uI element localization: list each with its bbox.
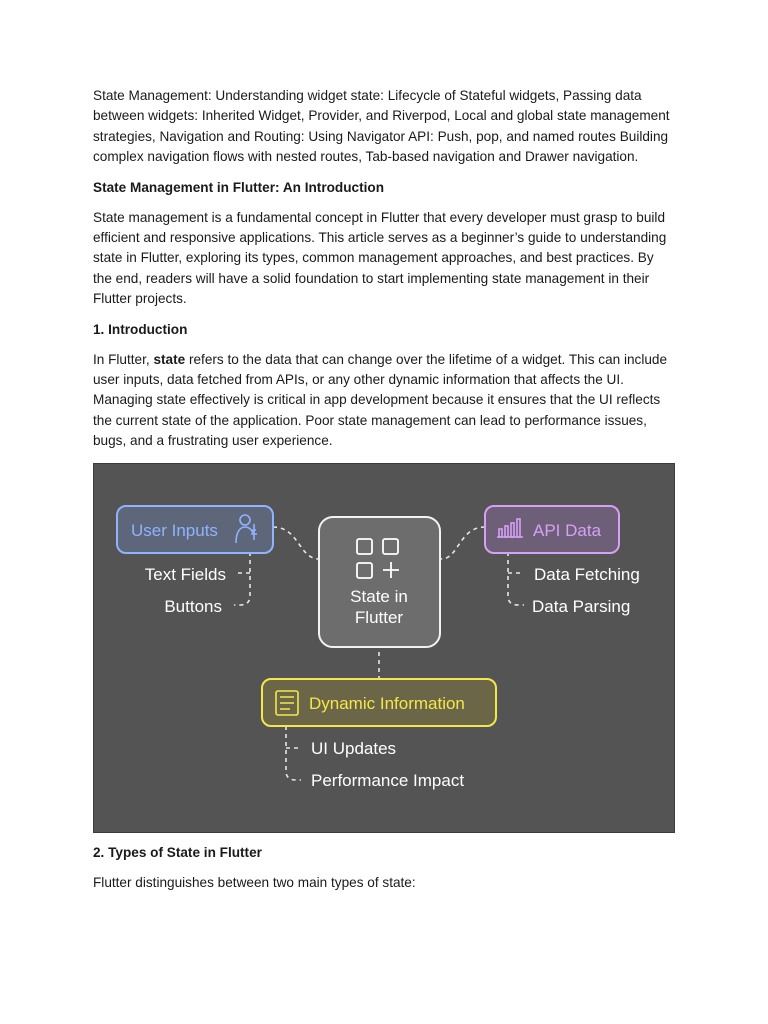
section1-text-before: In Flutter, <box>93 351 154 367</box>
intro-paragraph: State Management: Understanding widget state: Lifecycle of Stateful widgets, Passing data between widgets: Inherited Widget, Provider, and Riverpod, Local and global state management strategies, Navigation and Routing: Using Navigator API: Push, pop, and named routes Building complex navigation flows with nested routes, Tab-based navigation and Drawer navigation. <box>93 88 670 165</box>
document-page <box>93 86 675 893</box>
center-node <box>319 517 440 647</box>
section1-text-after: refers to the data that can change over the lifetime of a widget. This can include user inputs, data fetched from APIs, or any other dynamic information that affects the UI. Managing state effectively is critical in app development because it ensures that the UI reflects the current state of the application. Poor state management can lead to performance issues, bugs, and a frustrating user experience. <box>93 351 668 449</box>
article-intro-paragraph: State management is a fundamental concept in Flutter that every developer must grasp to build efficient and responsive applications. This article serves as a beginner’s guide to understanding state in Flutter, exploring its types, common management approaches, and best practices. By the end, readers will have a solid foundation to start implementing state management in their Flutter projects. <box>93 209 667 307</box>
connector-api-to-center <box>441 527 485 559</box>
user-inputs-item-buttons: Buttons <box>164 596 222 616</box>
connector-data-parsing <box>508 552 524 605</box>
user-inputs-label: User Inputs <box>131 520 218 540</box>
article-title: State Management in Flutter: An Introduction <box>93 179 385 195</box>
api-data-item-data-parsing: Data Parsing <box>532 596 631 616</box>
dynamic-information-label: Dynamic Information <box>309 693 465 713</box>
center-label-line1: State in <box>350 586 408 606</box>
user-inputs-item-text-fields: Text Fields <box>144 564 226 584</box>
state-diagram <box>93 463 675 833</box>
section1-heading: 1. Introduction <box>93 321 188 337</box>
dynamic-item-ui-updates: UI Updates <box>311 738 397 758</box>
state-diagram-svg <box>94 464 676 834</box>
dynamic-item-performance-impact: Performance Impact <box>311 770 465 790</box>
section1-paragraph <box>93 350 675 452</box>
section1-bold-word: state <box>153 351 186 367</box>
section2-paragraph: Flutter distinguishes between two main types of state: <box>93 874 416 890</box>
center-label-line2: Flutter <box>354 607 404 627</box>
connector-performance-impact <box>286 726 301 780</box>
section2-heading: 2. Types of State in Flutter <box>93 844 262 860</box>
api-data-label: API Data <box>533 520 602 540</box>
connector-buttons <box>234 552 250 605</box>
api-data-item-data-fetching: Data Fetching <box>534 564 640 584</box>
connector-user-to-center <box>273 527 319 559</box>
